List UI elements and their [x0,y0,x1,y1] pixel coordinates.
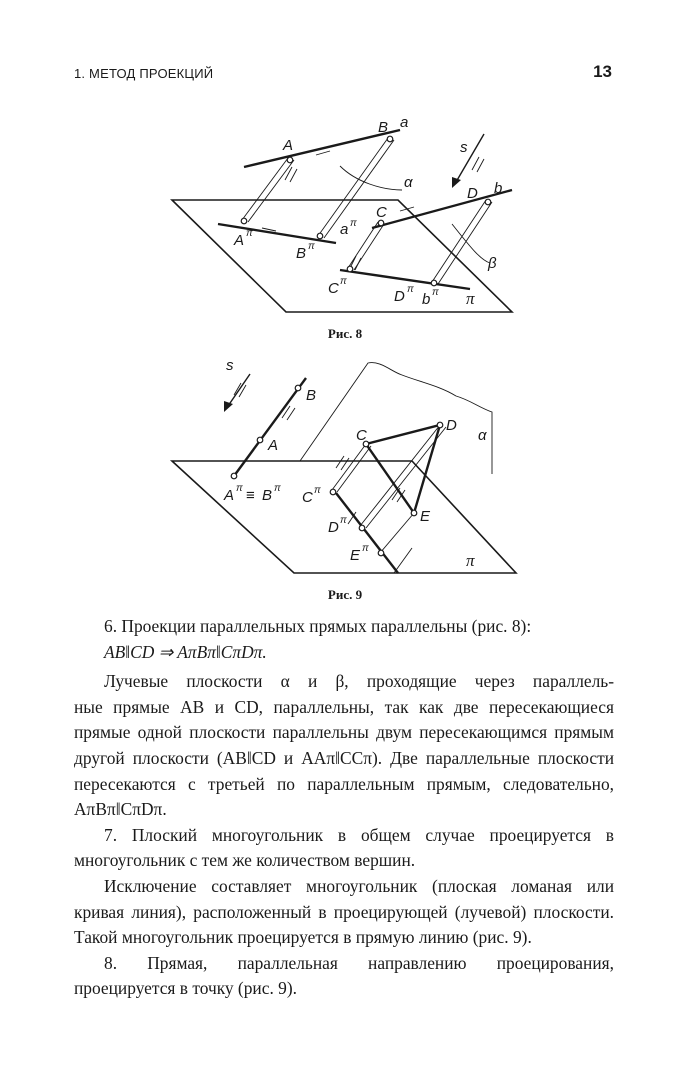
sup-A-pi: π [246,228,253,239]
label-s: s [460,139,468,156]
sup-C-pi: π [314,485,321,496]
projection-plane-pi [172,200,512,312]
paragraph-7: 7. Плоский многоугольник в общем случае проецируется в многоугольник с тем же количеством вершин. [74,824,614,871]
paragraph-exception: Исключение составляет многоугольник (плоская ломаная или кривая линия), расположенный в проецирующей (лучевой) плоскости. Такой многоугольник проецируется в прямую линию (рис. 9). [74,875,614,948]
label-C-pi: C [302,489,313,506]
formula-parallel: AB‖CD ⇒ AπBπ‖CπDπ. [104,641,267,662]
paragraph-rays-line1: Лучевые плоскости α и β, проходящие через параллель- [104,671,614,692]
sup-B-pi: π [274,483,281,494]
figure-9-diagram [0,355,690,580]
paragraph-rays: ные прямые AB и CD, параллельны, так как две пересекающиеся прямые одной плоскости параллельны двум пересекающимся прямым другой плоскости (AB‖CD и AAπ‖CCπ). Две параллельные плоскости пересекаются с третьей по параллельным прямым, следовательно, AπBπ‖CπDπ. [74,696,614,820]
label-A: A [268,437,279,454]
label-A: A [283,137,294,154]
projection-b-pi [340,270,470,289]
running-header-section: 1. МЕТОД ПРОЕКЦИЙ [74,66,214,81]
figure-8-caption: Рис. 8 [327,326,363,341]
sup-a-pi: π [350,218,357,229]
sup-D-pi: π [407,284,414,295]
projection-CDE [336,493,398,573]
sup-A-pi: π [236,483,243,494]
label-equiv: ≡ [246,487,255,504]
paragraph-6: 6. Проекции параллельных прямых параллельны (рис. 8): [104,616,532,636]
label-C: C [356,427,367,444]
label-line-b: b [494,180,503,197]
label-B-pi: B [296,245,307,262]
plane-alpha [300,363,492,474]
sup-C-pi: π [340,276,347,287]
label-B: B [378,119,389,136]
paragraph-8: 8. Прямая, параллельная направлению проецирования, проецируется в точку (рис. 9). [74,952,614,999]
body-text [74,614,614,1002]
sup-E-pi: π [362,543,369,554]
triangle-CDE [366,425,440,513]
label-s: s [226,357,234,374]
label-D: D [446,417,457,434]
sup-D-pi: π [340,515,347,526]
label-B: B [306,387,317,404]
figure-8-diagram [0,110,690,325]
label-D-pi: D [328,519,339,536]
label-alpha: α [478,427,487,444]
label-A-pi: A [224,487,235,504]
label-E-pi: E [350,547,361,564]
label-C-pi: C [328,280,339,297]
label-b-pi: b [422,291,431,308]
sup-B-pi: π [308,241,315,252]
label-A-pi: A [234,232,245,249]
label-plane-pi: π [466,551,475,570]
label-beta: β [488,255,497,272]
label-a-pi: a [340,221,349,238]
label-E: E [420,508,431,525]
direction-s-arrow [228,374,250,406]
label-D: D [467,185,478,202]
line-b [372,190,512,228]
label-D-pi: D [394,288,405,305]
page-number: 13 [593,62,612,81]
label-C: C [376,204,387,221]
line-a [244,130,400,167]
label-plane-pi: π [466,289,475,308]
label-alpha: α [404,174,413,191]
label-line-a: a [400,114,409,131]
sup-b-pi: π [432,287,439,298]
figure-9-caption: Рис. 9 [327,587,363,602]
label-B-pi: B [262,487,273,504]
